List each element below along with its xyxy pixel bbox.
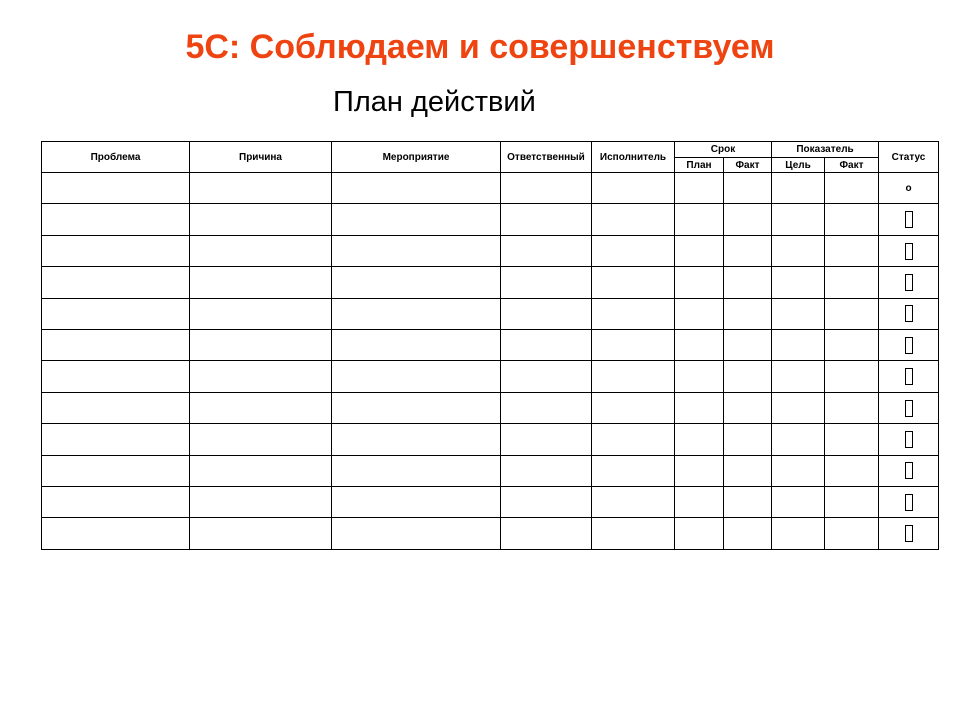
action-cell[interactable] [332,392,501,423]
action-cell[interactable] [332,487,501,518]
cause-cell[interactable] [190,424,332,455]
action-cell[interactable] [332,235,501,266]
problem-cell[interactable] [42,173,190,204]
deadline-plan-cell[interactable] [675,235,724,266]
executor-cell[interactable] [592,330,675,361]
responsible-cell[interactable] [501,361,592,392]
cause-cell[interactable] [190,235,332,266]
responsible-cell[interactable] [501,487,592,518]
table-row [42,424,939,455]
table-row [42,392,939,423]
indicator-target-cell[interactable] [772,361,825,392]
action-cell[interactable] [332,361,501,392]
header-status: Статус [879,142,939,173]
table-row [42,330,939,361]
table-row [42,235,939,266]
deadline-fact-cell[interactable] [724,361,772,392]
problem-cell[interactable] [42,518,190,550]
responsible-cell[interactable] [501,330,592,361]
status-cell[interactable] [879,455,939,486]
missing-glyph-icon [905,211,913,228]
executor-cell[interactable] [592,298,675,329]
executor-cell[interactable] [592,455,675,486]
action-cell[interactable] [332,298,501,329]
indicator-fact-cell[interactable] [825,518,879,550]
indicator-target-cell[interactable] [772,330,825,361]
missing-glyph-icon [905,462,913,479]
executor-cell[interactable] [592,204,675,235]
indicator-target-cell[interactable] [772,204,825,235]
table-row [42,455,939,486]
deadline-fact-cell[interactable] [724,330,772,361]
table-body [42,173,939,550]
indicator-target-cell[interactable] [772,298,825,329]
missing-glyph-icon [905,243,913,260]
missing-glyph-icon [905,525,913,542]
header-problem: Проблема [42,142,190,173]
deadline-plan-cell[interactable] [675,392,724,423]
header-action: Мероприятие [332,142,501,173]
responsible-cell[interactable] [501,424,592,455]
cause-cell[interactable] [190,204,332,235]
action-cell[interactable] [332,267,501,298]
header-indicator-target: Цель [772,158,825,173]
deadline-plan-cell[interactable] [675,424,724,455]
problem-cell[interactable] [42,204,190,235]
indicator-fact-cell[interactable] [825,173,879,204]
indicator-fact-cell[interactable] [825,487,879,518]
cause-cell[interactable] [190,330,332,361]
cause-cell[interactable] [190,392,332,423]
deadline-fact-cell[interactable] [724,298,772,329]
status-cell[interactable] [879,298,939,329]
table-row [42,298,939,329]
executor-cell[interactable] [592,173,675,204]
missing-glyph-icon [905,368,913,385]
action-cell[interactable] [332,424,501,455]
problem-cell[interactable] [42,267,190,298]
deadline-plan-cell[interactable] [675,361,724,392]
deadline-plan-cell[interactable] [675,487,724,518]
status-cell[interactable] [879,361,939,392]
executor-cell[interactable] [592,487,675,518]
indicator-target-cell[interactable] [772,455,825,486]
cause-cell[interactable] [190,173,332,204]
header-indicator: Показатель [772,142,879,158]
problem-cell[interactable] [42,487,190,518]
deadline-fact-cell[interactable] [724,392,772,423]
deadline-plan-cell[interactable] [675,518,724,550]
responsible-cell[interactable] [501,518,592,550]
status-cell[interactable] [879,204,939,235]
table-row [42,267,939,298]
deadline-fact-cell[interactable] [724,487,772,518]
header-executor: Исполнитель [592,142,675,173]
missing-glyph-icon [905,431,913,448]
responsible-cell[interactable] [501,235,592,266]
executor-cell[interactable] [592,235,675,266]
indicator-fact-cell[interactable] [825,424,879,455]
responsible-cell[interactable] [501,298,592,329]
action-cell[interactable] [332,330,501,361]
deadline-fact-cell[interactable] [724,173,772,204]
indicator-fact-cell[interactable] [825,235,879,266]
executor-cell[interactable] [592,361,675,392]
status-cell[interactable] [879,424,939,455]
indicator-fact-cell[interactable] [825,204,879,235]
status-cell[interactable] [879,392,939,423]
slide-title: 5С: Соблюдаем и совершенствуем [185,28,775,66]
executor-cell[interactable] [592,267,675,298]
header-cause: Причина [190,142,332,173]
missing-glyph-icon [905,400,913,417]
status-cell[interactable] [879,487,939,518]
executor-cell[interactable] [592,518,675,550]
deadline-plan-cell[interactable] [675,173,724,204]
cause-cell[interactable] [190,361,332,392]
deadline-fact-cell[interactable] [724,518,772,550]
header-deadline-fact: Факт [724,158,772,173]
problem-cell[interactable] [42,392,190,423]
deadline-fact-cell[interactable] [724,424,772,455]
responsible-cell[interactable] [501,204,592,235]
indicator-target-cell[interactable] [772,173,825,204]
indicator-fact-cell[interactable] [825,330,879,361]
executor-cell[interactable] [592,392,675,423]
cause-cell[interactable] [190,267,332,298]
header-deadline-plan: План [675,158,724,173]
problem-cell[interactable] [42,361,190,392]
problem-cell[interactable] [42,455,190,486]
status-mark: o [905,182,912,194]
action-cell[interactable] [332,455,501,486]
responsible-cell[interactable] [501,392,592,423]
deadline-plan-cell[interactable] [675,455,724,486]
table-row [42,487,939,518]
deadline-plan-cell[interactable] [675,204,724,235]
missing-glyph-icon [905,274,913,291]
status-cell[interactable] [879,173,939,204]
deadline-plan-cell[interactable] [675,267,724,298]
status-cell[interactable] [879,330,939,361]
deadline-fact-cell[interactable] [724,267,772,298]
indicator-target-cell[interactable] [772,487,825,518]
slide-subtitle: План действий [333,86,536,118]
status-cell[interactable] [879,235,939,266]
indicator-fact-cell[interactable] [825,267,879,298]
indicator-fact-cell[interactable] [825,298,879,329]
header-indicator-fact: Факт [825,158,879,173]
responsible-cell[interactable] [501,455,592,486]
table-row [42,204,939,235]
action-cell[interactable] [332,204,501,235]
table-row [42,518,939,550]
table-row [42,361,939,392]
deadline-plan-cell[interactable] [675,298,724,329]
header-responsible: Ответственный [501,142,592,173]
indicator-fact-cell[interactable] [825,361,879,392]
indicator-target-cell[interactable] [772,424,825,455]
status-cell[interactable] [879,518,939,550]
status-cell[interactable] [879,267,939,298]
cause-cell[interactable] [190,518,332,550]
deadline-plan-cell[interactable] [675,330,724,361]
cause-cell[interactable] [190,455,332,486]
table-row [42,173,939,204]
executor-cell[interactable] [592,424,675,455]
cause-cell[interactable] [190,487,332,518]
problem-cell[interactable] [42,424,190,455]
problem-cell[interactable] [42,235,190,266]
responsible-cell[interactable] [501,173,592,204]
header-deadline: Срок [675,142,772,158]
indicator-fact-cell[interactable] [825,455,879,486]
missing-glyph-icon [905,305,913,322]
indicator-target-cell[interactable] [772,235,825,266]
deadline-fact-cell[interactable] [724,455,772,486]
problem-cell[interactable] [42,298,190,329]
deadline-fact-cell[interactable] [724,235,772,266]
indicator-fact-cell[interactable] [825,392,879,423]
indicator-target-cell[interactable] [772,267,825,298]
indicator-target-cell[interactable] [772,392,825,423]
indicator-target-cell[interactable] [772,518,825,550]
deadline-fact-cell[interactable] [724,204,772,235]
action-plan-table [41,141,939,550]
action-cell[interactable] [332,173,501,204]
cause-cell[interactable] [190,298,332,329]
action-cell[interactable] [332,518,501,550]
problem-cell[interactable] [42,330,190,361]
missing-glyph-icon [905,494,913,511]
responsible-cell[interactable] [501,267,592,298]
missing-glyph-icon [905,337,913,354]
